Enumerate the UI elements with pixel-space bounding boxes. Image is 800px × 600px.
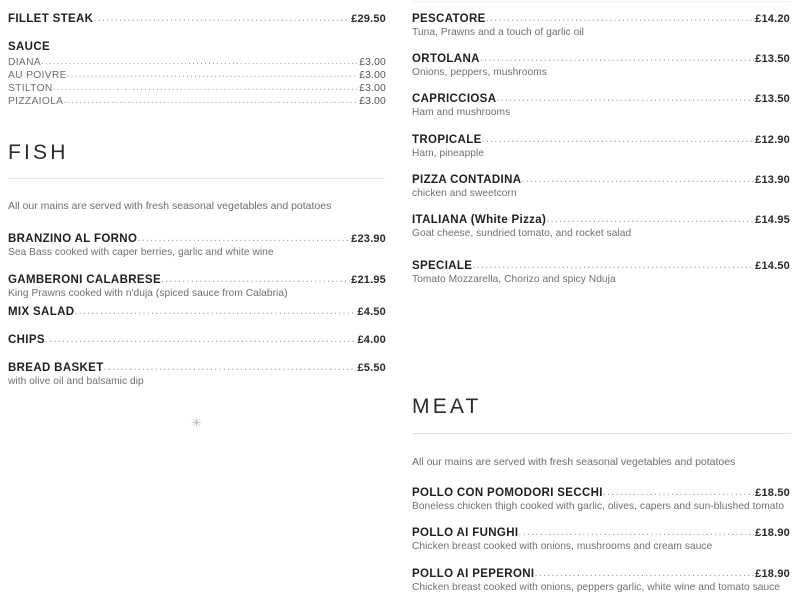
menu-item-description: Sea Bass cooked with caper berries, garlic and white wine [8,247,274,258]
menu-item-price: £12.90 [755,134,790,146]
dot-leader [603,487,754,498]
dot-leader [161,274,350,285]
dot-leader [41,57,358,67]
menu-item [412,93,790,120]
menu-item-description: Goat cheese, sundried tomato, and rocket salad [412,228,632,239]
menu-item [412,568,790,595]
sauce-item-price: £3.00 [359,70,386,81]
dot-leader [93,13,350,24]
dot-leader [480,53,754,64]
dot-leader [546,214,754,225]
menu-item-name: POLLO AI PEPERONI [412,568,535,580]
sauce-item-price: £3.00 [359,57,386,68]
section-note: All our mains are served with fresh seasonal vegetables and potatoes [8,200,332,212]
section-note: All our mains are served with fresh seasonal vegetables and potatoes [412,456,736,468]
menu-item-price: £13.90 [755,174,790,186]
dot-leader [74,306,356,317]
dot-leader [67,70,358,80]
menu-item-price: £21.95 [351,274,386,286]
menu-item [412,214,790,241]
menu-item [8,334,386,346]
menu-item-price: £14.20 [755,13,790,25]
menu-item-description: Chicken breast cooked with onions, mushrooms and cream sauce [412,541,713,552]
menu-item-name: CAPRICCIOSA [412,93,497,105]
menu-item-description: Onions, peppers, mushrooms [412,67,547,78]
menu-item-description: Ham, pineapple [412,148,485,159]
dot-leader [518,527,754,538]
menu-item-price: £29.50 [351,13,386,25]
menu-item [412,13,790,40]
menu-item-price: £14.50 [755,260,790,272]
dot-leader [104,362,357,373]
menu-item [8,274,386,301]
menu-item-description: Chicken breast cooked with onions, peppers garlic, white wine and tomato sauce [412,582,781,593]
dot-leader [486,13,754,24]
menu-item [412,53,790,80]
dot-leader [63,96,358,106]
sauce-item-name: PIZZAIOLA [8,96,64,107]
menu-item-name: MIX SALAD [8,306,75,318]
menu-item-name: CHIPS [8,334,45,346]
dot-leader [472,260,754,271]
sauce-item-name: STILTON [8,83,53,94]
section-heading-fish: FISH [8,141,69,164]
menu-item-price: £4.00 [357,334,386,346]
menu-item-name: BREAD BASKET [8,362,104,374]
dot-leader [482,134,755,145]
menu-item-name: BRANZINO AL FORNO [8,233,138,245]
sauce-item [8,83,386,94]
menu-item-price: £23.90 [351,233,386,245]
dot-leader [137,233,350,244]
section-divider [412,433,790,434]
menu-item-description: with olive oil and balsamic dip [8,376,144,387]
sauce-item-price: £3.00 [359,96,386,107]
menu-item-price: £13.50 [755,93,790,105]
menu-item [412,260,790,287]
menu-item-name: PESCATORE [412,13,486,25]
menu-item-name: PIZZA CONTADINA [412,174,522,186]
menu-item-description: Tomato Mozzarella, Chorizo and spicy Nduja [412,274,616,285]
sauce-item-name: DIANA [8,57,41,68]
section-divider [8,178,385,179]
menu-item-price: £18.90 [755,568,790,580]
dot-leader [521,174,754,185]
menu-item-price: £18.90 [755,527,790,539]
menu-item-name: TROPICALE [412,134,482,146]
menu-item [8,13,386,25]
sauce-item [8,57,386,68]
menu-item [8,306,386,318]
menu-item-name: FILLET STEAK [8,13,94,25]
menu-item-description: Tuna, Prawns and a touch of garlic oil [412,27,584,38]
sauce-item-name: AU POIVRE [8,70,67,81]
menu-item [8,362,386,389]
sauce-item-price: £3.00 [359,83,386,94]
top-divider [412,1,790,2]
menu-item-name: ORTOLANA [412,53,480,65]
menu-item-description: chicken and sweetcorn [412,188,517,199]
section-heading-meat: MEAT [412,395,482,418]
sauce-item [8,70,386,81]
dot-leader [45,334,357,345]
dot-leader [53,83,359,93]
menu-item-description: Boneless chicken thigh cooked with garlic, olives, capers and sun-blushed tomato [412,501,785,512]
dot-leader [534,568,754,579]
sauce-heading: SAUCE [8,41,51,53]
menu-item-description: Ham and mushrooms [412,107,511,118]
menu-item [412,527,790,554]
menu-item [412,134,790,161]
dot-leader [496,93,754,104]
menu-item [8,233,386,260]
menu-item-price: £5.50 [357,362,386,374]
sauce-item [8,96,386,107]
menu-item-price: £18.50 [755,487,790,499]
menu-item-name: GAMBERONI CALABRESE [8,274,161,286]
menu-item-name: SPECIALE [412,260,473,272]
menu-item-name: POLLO AI FUNGHI [412,527,519,539]
menu-item-price: £13.50 [755,53,790,65]
menu-item [412,174,790,201]
menu-item-price: £14.95 [755,214,790,226]
menu-item [412,487,790,514]
menu-item-name: ITALIANA (White Pizza) [412,214,547,226]
right-column [400,0,800,600]
menu-item-price: £4.50 [357,306,386,318]
decorative-asterisk-icon: ✳ [191,415,202,430]
menu-item-name: POLLO CON POMODORI SECCHI [412,487,603,499]
menu-item-description: King Prawns cooked with n'duja (spiced sauce from Calabria) [8,288,288,299]
